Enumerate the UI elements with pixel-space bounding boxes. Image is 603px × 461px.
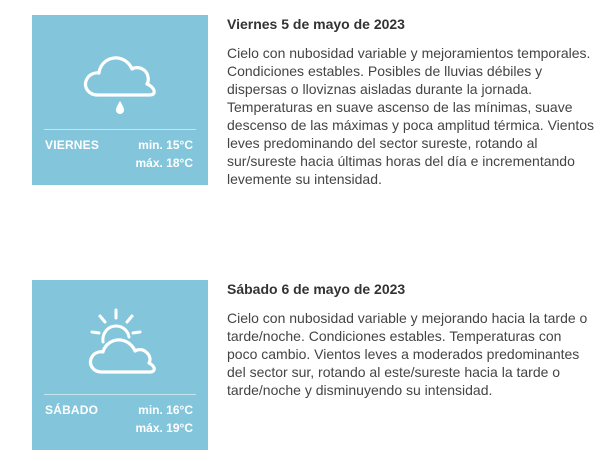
forecast-card	[32, 280, 208, 450]
forecast-description: Cielo con nubosidad variable y mejoramientos temporales. Condiciones estables. Posibles de lluvias débiles y dispersas o lloviznas aisladas durante la jornada. Temperaturas en suave ascenso de las mínimas, suave descenso de las máximas y poca amplitud térmica. Vientos leves predominando del sector sureste, rotando al sur/sureste hacia últimas horas del día e incrementando levemente su intensidad.	[227, 45, 595, 187]
forecast-description: Cielo con nubosidad variable y mejorando hacia la tarde o tarde/noche. Condiciones estables. Temperaturas con poco cambio. Vientos leves a moderados predominantes del sector sur, rotando al este/sureste hacia la tarde o tarde/noche y disminuyendo su intensidad.	[227, 310, 588, 398]
temp-max: máx. 19°C	[135, 421, 193, 435]
day-label: SÁBADO	[45, 403, 99, 417]
temp-min: min. 16°C	[138, 403, 193, 417]
forecast-text	[227, 14, 595, 188]
day-label: VIERNES	[45, 138, 100, 152]
forecast-date-title: Sábado 6 de mayo de 2023	[227, 281, 406, 297]
temp-max: máx. 18°C	[135, 156, 193, 170]
forecast-date-title: Viernes 5 de mayo de 2023	[227, 16, 405, 32]
forecast-text	[227, 279, 595, 399]
sun-behind-cloud-icon	[78, 302, 162, 386]
temp-min: min. 15°C	[138, 138, 193, 152]
cloud-drizzle-icon	[78, 37, 162, 121]
card-divider	[44, 394, 196, 395]
card-divider	[44, 129, 196, 130]
forecast-card	[32, 15, 208, 185]
